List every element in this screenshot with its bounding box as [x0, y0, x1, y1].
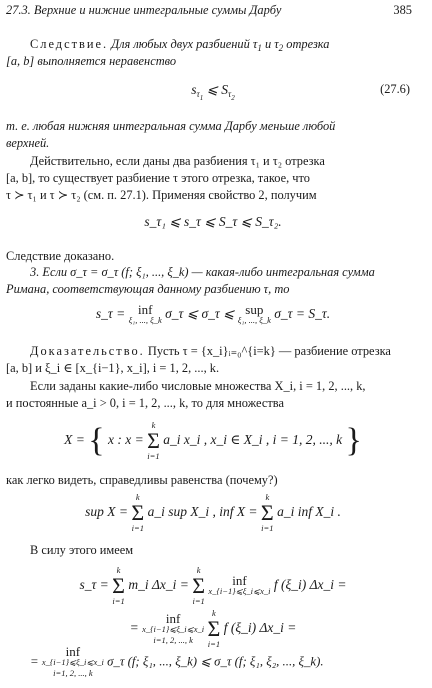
corollary-paragraph: Следствие. Для любых двух разбиений $\tau_1$ и $\tau_2$ отрезка [6, 36, 420, 57]
eq6-a: s_τ = [79, 577, 109, 593]
equation-chain: s_τ₁ ⩽ s_τ ⩽ S_τ ⩽ S_τ₂. [144, 214, 282, 229]
p3-line3: τ ≻ τ₁ и τ ≻ τ₂ (см. п. 27.1). Применяя свойство 2, получим [6, 188, 317, 202]
corollary-tail: отрезка [283, 37, 330, 51]
eq4-body: x : x = [107, 432, 144, 448]
p5-line2: Римана, соответствующая данному разбиению τ, то [6, 282, 290, 296]
eq6-b: m_i Δx_i = [128, 577, 189, 593]
p5-line1: 3. Если σ_τ = σ_τ (f; ξ₁, ..., ξ_k) — какая-либо интегральная сумма [30, 265, 375, 279]
eq7-inf-operator: inf x_{i−1}⩽ξ_i⩽x_i i=1, 2, ..., k [142, 610, 205, 645]
corollary-and: и τ [261, 37, 279, 51]
eq3-left: s_τ = [95, 306, 126, 322]
equation-inf-sup [6, 304, 420, 326]
p4: Следствие доказано. [6, 249, 115, 263]
eq5-c: a_i inf X_i . [277, 504, 341, 520]
p2-line1: т. е. любая нижняя интегральная сумма Дарбу меньше любой [6, 119, 336, 133]
p7-line1: Если заданы какие-либо числовые множества X_i, i = 1, 2, ..., k, [30, 379, 366, 393]
eq4-left: X = [64, 432, 85, 448]
eq7-sum: k Σ i=1 [207, 608, 221, 649]
eq1-rel: ⩽ S [203, 82, 229, 97]
corollary-text: Для любых двух разбиений τ [108, 37, 258, 51]
proof-text: Пусть τ = {x_i}ᵢ₌₀^{i=k} — разбиение отрезка [144, 344, 391, 358]
eq6-sum-1: k Σ i=1 [112, 565, 125, 606]
equation-derivation-1 [6, 565, 420, 607]
corollary-lead: Следствие. [30, 37, 109, 51]
eq3-inf-operator: inf ξ₁, ..., ξ_k [128, 302, 162, 325]
eq6-inf-operator: inf x_{i−1}⩽ξ_i⩽x_i [208, 573, 271, 596]
corollary-line2: [a, b] выполняется неравенство [6, 54, 177, 68]
eq8-inf-operator: inf x_{i−1}⩽ξ_i⩽x_i i=1, 2, ..., k [41, 644, 104, 678]
eq1-s: s [191, 82, 197, 97]
equation-sup-inf [6, 492, 420, 534]
proof-line1 [6, 343, 420, 360]
eq6-c: f (ξ_i) Δx_i = [273, 577, 347, 593]
eq4-sum-operator: k Σ i=1 [147, 420, 160, 461]
equation-number: (27.6) [380, 82, 410, 96]
equation-derivation-3 [30, 646, 428, 679]
p2-line2: верхней. [6, 136, 50, 150]
p8: как легко видеть, справедливы равенства (почему?) [6, 473, 278, 487]
p9: В силу этого имеем [30, 543, 134, 557]
equation-set-x: X = { x : x = k Σ i=1 a_i x_i , x_i ∈ X_i , i = 1, 2, ..., k } [64, 420, 362, 461]
eq3-mid: σ_τ ⩽ σ_τ ⩽ [165, 306, 235, 322]
p7-line2: и постоянные a_i > 0, i = 1, 2, ..., k, то для множества [6, 396, 284, 410]
eq5-a: sup X = [85, 504, 128, 520]
proof-lead: Доказательство. [30, 344, 145, 358]
eq3-right: σ_τ = S_τ. [274, 306, 331, 322]
eq8-b: σ_τ (f; ξ₁, ..., ξ_k) ⩽ σ_τ (f; ξ₁, ξ₂, ..., ξ_k). [107, 654, 324, 669]
p3-line1: Действительно, если даны два разбиения τ₁ и τ₂ отрезка [30, 154, 325, 168]
eq8-a: = [30, 654, 39, 669]
eq5-sum-2: k Σ i=1 [260, 492, 274, 533]
eq3-sup-operator: sup ξ₁, ..., ξ_k [237, 302, 271, 325]
section-title: 27.3. Верхние и нижние интегральные суммы Дарбу [6, 3, 282, 17]
eq7-b: f (ξ_i) Δx_i = [223, 620, 297, 636]
running-header [6, 2, 420, 19]
page-number: 385 [393, 3, 412, 17]
eq5-sum-1: k Σ i=1 [131, 492, 145, 533]
eq6-sum-2: k Σ i=1 [192, 565, 206, 606]
eq4-tail: a_i x_i , x_i ∈ X_i , i = 1, 2, ..., k [163, 432, 343, 448]
proof-line2: [a, b] и ξ_i ∈ [x_{i−1}, x_i], i = 1, 2, ..., k. [6, 361, 220, 375]
equation-27-6: $s_{\tau_1}$ ⩽ $S_{\tau_2}$ (27.6) [191, 82, 410, 102]
eq7-a: = [129, 620, 139, 636]
p3-line2: [a, b], то существует разбиение τ этого отрезка, такое, что [6, 171, 310, 185]
eq5-b: a_i sup X_i , inf X = [147, 504, 258, 520]
